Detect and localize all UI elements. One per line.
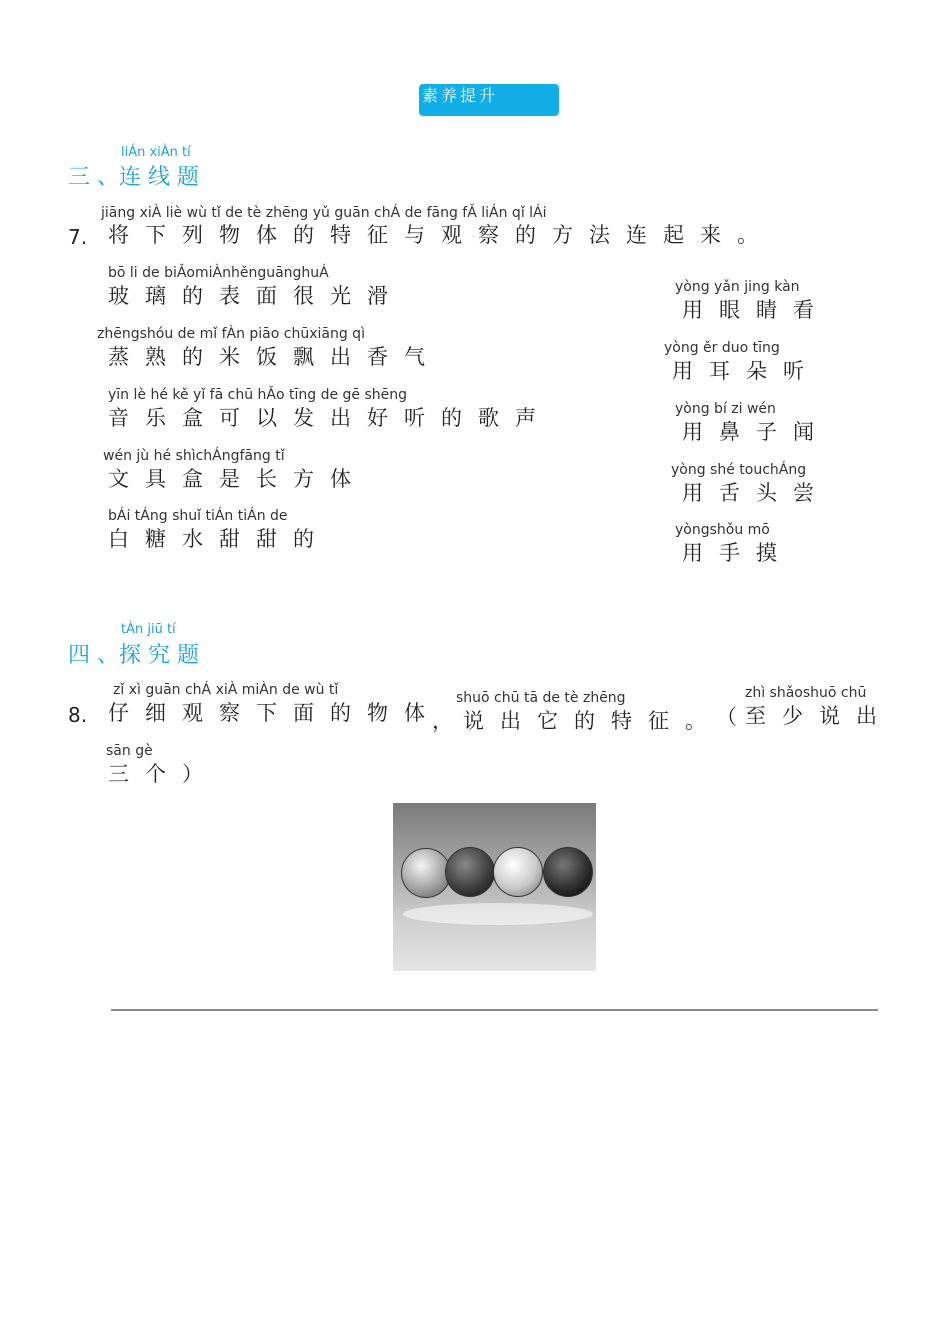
hanzi-char: 具 [145,467,166,491]
hanzi-char: 滑 [367,284,388,308]
hanzi-char: 熟 [145,345,166,369]
marble-dark [445,847,495,897]
hanzi-char: 的 [515,223,536,247]
hanzi-char: 乐 [145,406,166,430]
hanzi-char: 的 [293,223,314,247]
right-item-text[interactable] [682,540,793,566]
hanzi-char: 个 [145,762,166,786]
hanzi-char: 来 [700,223,721,247]
q8-paren-open: （ [716,705,737,729]
hanzi-char: 观 [182,701,203,725]
left-item-text[interactable] [108,466,367,492]
hanzi-char: 听 [783,359,804,383]
hanzi-char: 盒 [182,406,203,430]
hanzi-char: 香 [367,345,388,369]
hanzi-char: 璃 [145,284,166,308]
hanzi-char: 仔 [108,701,129,725]
marble-light [493,847,543,897]
hanzi-char: 甜 [219,527,240,551]
right-item-text[interactable] [682,480,830,506]
q8-pinyin-a: zǐ xì guān chÁ xiÀ miÀn de wù tǐ [113,682,339,698]
section-badge: 素养提升 [419,84,559,116]
hanzi-char: 察 [478,223,499,247]
q8-text-part4 [108,761,219,787]
marble-clear [401,848,451,898]
hanzi-char: 头 [756,481,777,505]
hanzi-char: 连 [626,223,647,247]
hanzi-char: 体 [256,223,277,247]
hanzi-char: 的 [182,345,203,369]
hanzi-char: 出 [330,406,351,430]
right-item-text[interactable] [672,358,820,384]
hanzi-char: 用 [682,420,703,444]
hanzi-char: 下 [256,701,277,725]
hanzi-char: 。 [737,223,758,247]
hanzi-char: 列 [182,223,203,247]
right-item-text[interactable] [682,419,830,445]
q8-pinyin-b: shuō chū tā de tè zhēng [456,690,626,706]
hanzi-char: 它 [537,709,558,733]
hanzi-char: 饭 [256,345,277,369]
q8-text-part1 [108,700,441,726]
hanzi-char: 面 [256,284,277,308]
left-item-text[interactable] [108,405,552,431]
hanzi-char: 察 [219,701,240,725]
hanzi-char: ） [182,762,203,786]
hanzi-char: 糖 [145,527,166,551]
hanzi-char: 甜 [256,527,277,551]
hanzi-char: 听 [404,406,425,430]
right-item-pinyin: yòngshǒu mō [675,522,770,538]
hanzi-char: 白 [108,527,129,551]
hanzi-char: 歌 [478,406,499,430]
hanzi-char: 细 [145,701,166,725]
hanzi-char: 说 [819,704,840,728]
hanzi-char: 好 [367,406,388,430]
q7-question-text [108,222,774,248]
hanzi-char: 表 [219,284,240,308]
hanzi-char: 朵 [746,359,767,383]
hanzi-char: 体 [404,701,425,725]
q8-pinyin-c: zhì shǎoshuō chū [745,685,867,701]
hanzi-char: 蒸 [108,345,129,369]
right-item-pinyin: yòng bí zi wén [675,401,776,417]
q8-comma: ， [432,709,453,733]
hanzi-char: 说 [463,709,484,733]
hanzi-char: 舌 [719,481,740,505]
q7-pinyin: jiāng xiÀ liè wù tǐ de tè zhēng yǔ guān chÁ de fāng fǍ liÁn qǐ lÁi [101,205,547,221]
hanzi-char: 面 [293,701,314,725]
hanzi-char: 少 [782,704,803,728]
hanzi-char: 用 [682,298,703,322]
hanzi-char: 方 [293,467,314,491]
left-item-pinyin: bō li de biǍomiÀnhěnguānghuÁ [108,265,329,281]
hanzi-char: 闻 [793,420,814,444]
right-item-text[interactable] [682,297,830,323]
q7-number: 7. [68,225,88,249]
right-item-pinyin: yòng yǎn jing kàn [675,279,800,295]
hanzi-char: 三 [108,762,129,786]
hanzi-char: 米 [219,345,240,369]
answer-line [111,1009,878,1011]
hanzi-char: 飘 [293,345,314,369]
hanzi-char: 出 [330,345,351,369]
hanzi-char: 很 [293,284,314,308]
hanzi-char: 眼 [719,298,740,322]
left-item-pinyin: wén jù hé shìchÁngfāng tǐ [103,448,285,464]
hanzi-char: 子 [756,420,777,444]
hanzi-char: 是 [219,467,240,491]
hanzi-char: 声 [515,406,536,430]
hanzi-char: 与 [404,223,425,247]
hanzi-char: 观 [441,223,462,247]
hanzi-char: 特 [330,223,351,247]
hanzi-char: 起 [663,223,684,247]
q8-text-part3 [745,703,893,729]
hanzi-char: 至 [745,704,766,728]
left-item-text[interactable] [108,283,404,309]
hanzi-char: 下 [145,223,166,247]
hanzi-char: 长 [256,467,277,491]
hanzi-char: 法 [589,223,610,247]
section3-pinyin: liÁn xiÀn tí [121,145,191,160]
hanzi-char: 的 [182,284,203,308]
hanzi-char: 气 [404,345,425,369]
hanzi-char: 特 [611,709,632,733]
hanzi-char: 用 [682,541,703,565]
section4-title: 四 、探 究 题 [68,643,199,668]
hanzi-char: 手 [719,541,740,565]
hanzi-char: 体 [330,467,351,491]
marble-shadow [403,903,593,925]
left-item-pinyin: yīn lè hé kě yǐ fā chū hǍo tīng de gē shēng [108,387,408,403]
hanzi-char: 物 [219,223,240,247]
hanzi-char: 耳 [709,359,730,383]
hanzi-char: 以 [256,406,277,430]
hanzi-char: 可 [219,406,240,430]
hanzi-char: 出 [856,704,877,728]
section4-pinyin: tÀn jiū tí [121,622,176,637]
hanzi-char: 。 [685,709,706,733]
marble-black [543,847,593,897]
glass-marbles-photo [393,803,596,971]
left-item-pinyin: bÁi tÁng shuǐ tiÁn tiÁn de [108,508,288,524]
left-item-pinyin: zhēngshóu de mǐ fÀn piāo chūxiāng qì [97,326,365,342]
hanzi-char: 方 [552,223,573,247]
hanzi-char: 尝 [793,481,814,505]
q8-pinyin-d: sān gè [106,743,153,759]
left-item-text[interactable] [108,526,330,552]
hanzi-char: 睛 [756,298,777,322]
right-item-pinyin: yòng ěr duo tīng [664,340,780,356]
hanzi-char: 征 [648,709,669,733]
hanzi-char: 用 [672,359,693,383]
section3-title: 三 、连 线 题 [68,165,199,190]
hanzi-char: 鼻 [719,420,740,444]
hanzi-char: 的 [574,709,595,733]
hanzi-char: 征 [367,223,388,247]
hanzi-char: 摸 [756,541,777,565]
right-item-pinyin: yòng shé touchÁng [671,462,807,478]
q8-text-part2 [463,708,722,734]
hanzi-char: 的 [441,406,462,430]
hanzi-char: 光 [330,284,351,308]
hanzi-char: 发 [293,406,314,430]
hanzi-char: 物 [367,701,388,725]
hanzi-char: 音 [108,406,129,430]
q8-number: 8. [68,703,88,727]
hanzi-char: 将 [108,223,129,247]
hanzi-char: 的 [293,527,314,551]
hanzi-char: 出 [500,709,521,733]
hanzi-char: 盒 [182,467,203,491]
hanzi-char: 玻 [108,284,129,308]
hanzi-char: 用 [682,481,703,505]
left-item-text[interactable] [108,344,441,370]
hanzi-char: 看 [793,298,814,322]
hanzi-char: 文 [108,467,129,491]
hanzi-char: 的 [330,701,351,725]
hanzi-char: 水 [182,527,203,551]
